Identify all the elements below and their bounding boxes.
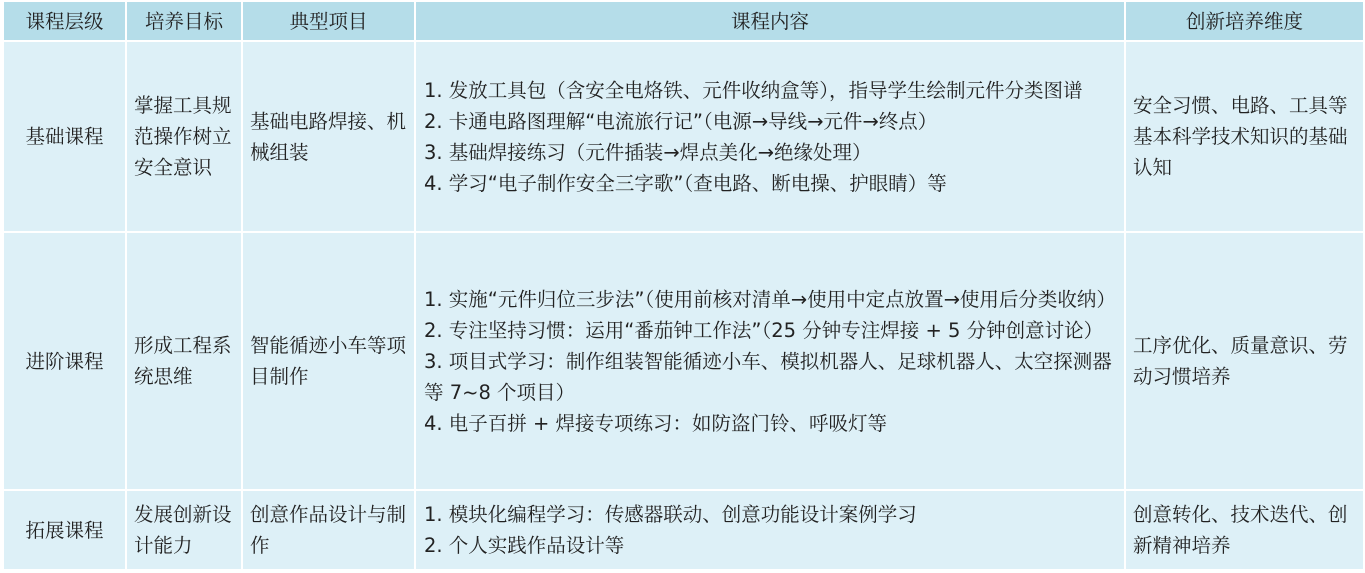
header-dimension: 创新培养维度 [1125, 1, 1364, 41]
content-item: 2. 卡通电路图理解“电流旅行记”（电源→导线→元件→终点） [424, 109, 938, 133]
course-level: 基础课程 [3, 41, 126, 232]
content-item: 4. 学习“电子制作安全三字歌”（查电路、断电操、护眼睛）等 [424, 171, 947, 195]
table-row [3, 232, 1364, 490]
training-goal: 形成工程系统思维 [126, 232, 242, 490]
course-level: 进阶课程 [3, 232, 126, 490]
header-goal: 培养目标 [126, 1, 242, 41]
course-content [415, 41, 1125, 232]
content-item: 4. 电子百拼 + 焊接专项练习：如防盗门铃、呼吸灯等 [424, 411, 888, 435]
course-level: 拓展课程 [3, 490, 126, 570]
content-item: 3. 项目式学习：制作组装智能循迹小车、模拟机器人、足球机器人、太空探测器等 7~8 个项目） [424, 349, 1112, 404]
content-item: 1. 模块化编程学习：传感器联动、创意功能设计案例学习 [424, 503, 917, 526]
content-item: 2. 专注坚持习惯：运用“番茄钟工作法”（25 分钟专注焊接 + 5 分钟创意讨论） [424, 318, 1104, 342]
typical-project: 创意作品设计与制作 [242, 490, 415, 570]
table-row [3, 41, 1364, 232]
content-item: 1. 发放工具包（含安全电烙铁、元件收纳盒等），指导学生绘制元件分类图谱 [424, 78, 1083, 102]
curriculum-table [2, 0, 1365, 571]
training-goal: 掌握工具规范操作树立安全意识 [126, 41, 242, 232]
header-content: 课程内容 [415, 1, 1125, 41]
training-goal: 发展创新设计能力 [126, 490, 242, 570]
content-item: 1. 实施“元件归位三步法”（使用前核对清单→使用中定点放置→使用后分类收纳） [424, 287, 1116, 311]
content-item: 2. 个人实践作品设计等 [424, 534, 625, 557]
course-content [415, 490, 1125, 570]
typical-project: 基础电路焊接、机械组装 [242, 41, 415, 232]
header-row [3, 1, 1364, 41]
innovation-dimension: 工序优化、质量意识、劳动习惯培养 [1125, 232, 1364, 490]
content-item: 3. 基础焊接练习（元件插装→焊点美化→绝缘处理） [424, 140, 872, 164]
table-row [3, 490, 1364, 570]
innovation-dimension: 创意转化、技术迭代、创新精神培养 [1125, 490, 1364, 570]
header-project: 典型项目 [242, 1, 415, 41]
typical-project: 智能循迹小车等项目制作 [242, 232, 415, 490]
header-level: 课程层级 [3, 1, 126, 41]
innovation-dimension: 安全习惯、电路、工具等基本科学技术知识的基础认知 [1125, 41, 1364, 232]
course-content [415, 232, 1125, 490]
